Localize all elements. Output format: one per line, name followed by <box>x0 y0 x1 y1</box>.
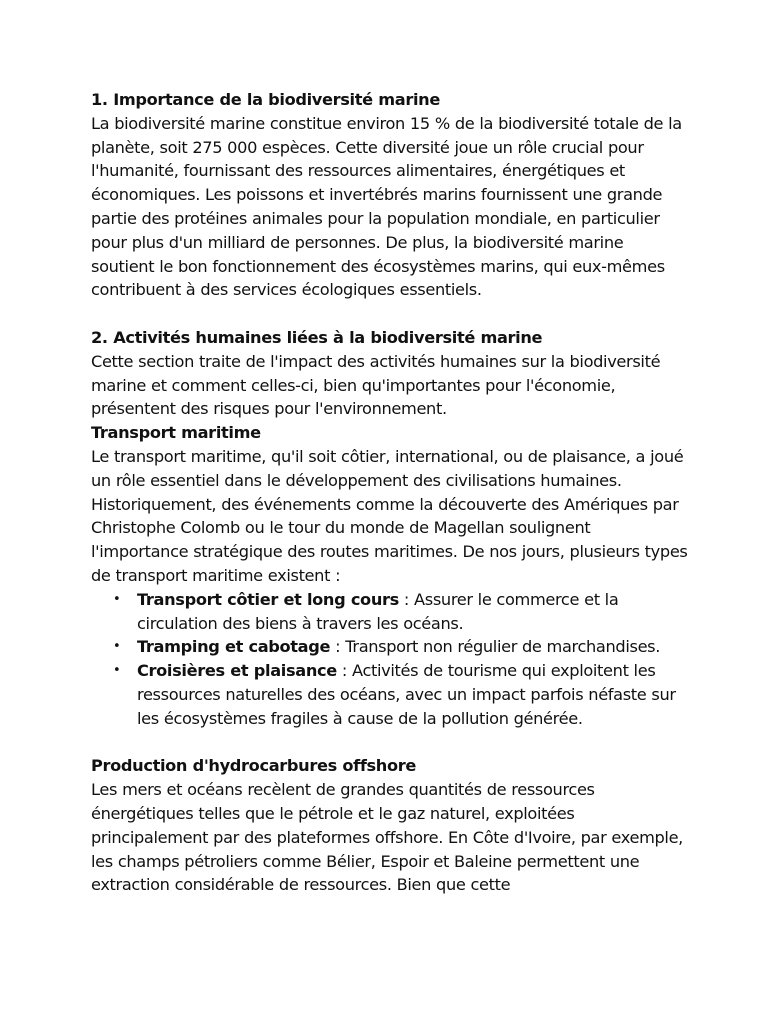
paragraph-gap <box>91 731 691 755</box>
section-heading-activites: 2. Activités humaines liées à la biodiversité marine <box>91 327 543 347</box>
list-item <box>113 635 691 659</box>
list-item-term: Transport côtier et long cours <box>137 589 399 609</box>
transport-types-list <box>91 588 691 731</box>
subsection-heading-offshore: Production d'hydrocarbures offshore <box>91 756 416 776</box>
list-item-desc: : Assurer le commerce et la circulation des biens à travers les océans. <box>137 589 619 633</box>
bullet-icon: • <box>113 663 121 679</box>
list-item <box>113 659 691 730</box>
paragraph-gap <box>91 302 691 326</box>
list-item-desc: : Activités de tourisme qui exploitent les ressources naturelles des océans, avec un impact parfois néfaste sur les écosystèmes fragiles à cause de la pollution générée. <box>137 661 676 728</box>
list-item-term: Croisières et plaisance <box>137 661 337 681</box>
document-page <box>91 88 691 897</box>
section-heading-importance: 1. Importance de la biodiversité marine <box>91 90 440 109</box>
list-item-desc: : Transport non régulier de marchandises. <box>330 637 661 657</box>
subsection-body-offshore: Les mers et océans recèlent de grandes quantités de ressources énergétiques telles que le pétrole et le gaz naturel, exploitées principalement par des plateformes offshore. En Côte d'Ivoire, par exemple, les champs pétroliers comme Bélier, Espoir et Baleine permettent une extraction considérable de ressources. Bien que cette <box>91 780 683 895</box>
list-item-term: Tramping et cabotage <box>137 637 331 657</box>
bullet-icon: • <box>113 591 121 607</box>
subsection-heading-transport: Transport maritime <box>91 423 261 443</box>
section-body-importance: La biodiversité marine constitue environ 15 % de la biodiversité totale de la planète, soit 275 000 espèces. Cette diversité joue un rôle crucial pour l'humanité, fournissant des ressources alimentaires, énergétiques et économiques. Les poissons et invertébrés marins fournissent une grande partie des protéines animales pour la population mondiale, en particulier pour plus d'un milliard de personnes. De plus, la biodiversité marine soutient le bon fonctionnement des écosystèmes marins, qui eux-mêmes contribuent à des services écologiques essentiels. <box>91 113 682 300</box>
bullet-icon: • <box>113 639 121 655</box>
subsection-body-transport: Le transport maritime, qu'il soit côtier, international, ou de plaisance, a joué un rôle essentiel dans le développement des civilisations humaines. Historiquement, des événements comme la découverte des Amériques par Christophe Colomb ou le tour du monde de Magellan soulignent l'importance stratégique des routes maritimes. De nos jours, plusieurs types de transport maritime existent : <box>91 446 688 585</box>
section-body-activites: Cette section traite de l'impact des activités humaines sur la biodiversité marine et comment celles-ci, bien qu'importantes pour l'économie, présentent des risques pour l'environnement. <box>91 351 661 419</box>
list-item <box>113 588 691 636</box>
